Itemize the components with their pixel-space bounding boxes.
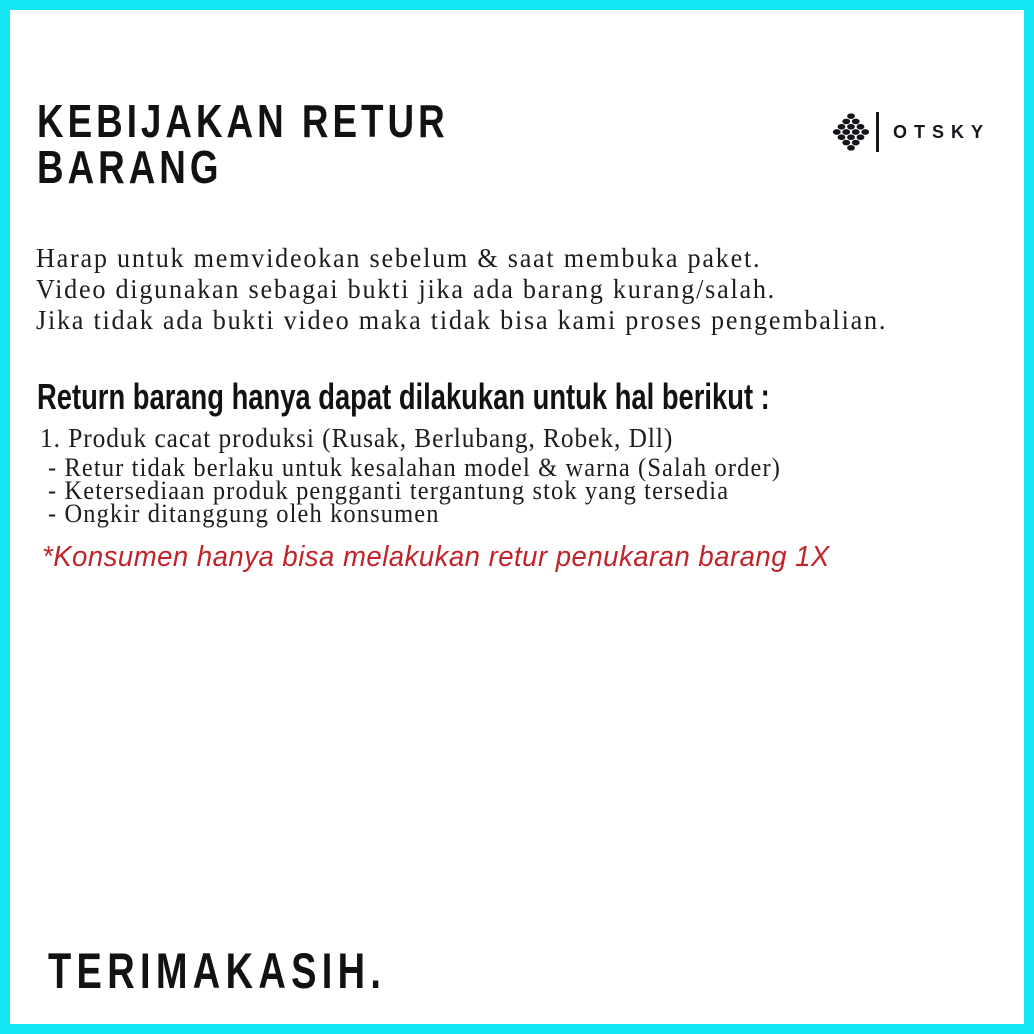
policy-subitem: - Retur tidak berlaku untuk kesalahan model & warna (Salah order) [48,453,781,482]
exchange-limit-note: *Konsumen hanya bisa melakukan retur penukaran barang 1X [42,541,830,573]
diamond-dots-icon [832,111,870,153]
page-title-line1: KEBIJAKAN RETUR [37,95,449,147]
policy-subitem: - Ketersediaan produk pengganti tergantung stok yang tersedia [48,476,730,505]
policy-item-1: 1. Produk cacat produksi (Rusak, Berlubang, Robek, Dll) [40,423,674,453]
intro-line: Jika tidak ada bukti video maka tidak bisa kami proses pengembalian. [36,305,888,335]
intro-line: Video digunakan sebagai bukti jika ada barang kurang/salah. [36,274,776,304]
policy-subitems [48,453,781,528]
page-title-line2: BARANG [37,141,223,193]
brand-divider [876,112,879,152]
policy-heading: Return barang hanya dapat dilakukan untuk hal berikut : [37,376,770,417]
page-title [37,95,449,193]
brand-lockup [832,111,990,153]
policy-subitem: - Ongkir ditanggung oleh konsumen [48,499,440,528]
intro-paragraph [36,243,887,336]
brand-name: OTSKY [893,121,991,142]
closing-text: TERIMAKASIH. [48,943,387,999]
intro-line: Harap untuk memvideokan sebelum & saat membuka paket. [36,243,762,273]
